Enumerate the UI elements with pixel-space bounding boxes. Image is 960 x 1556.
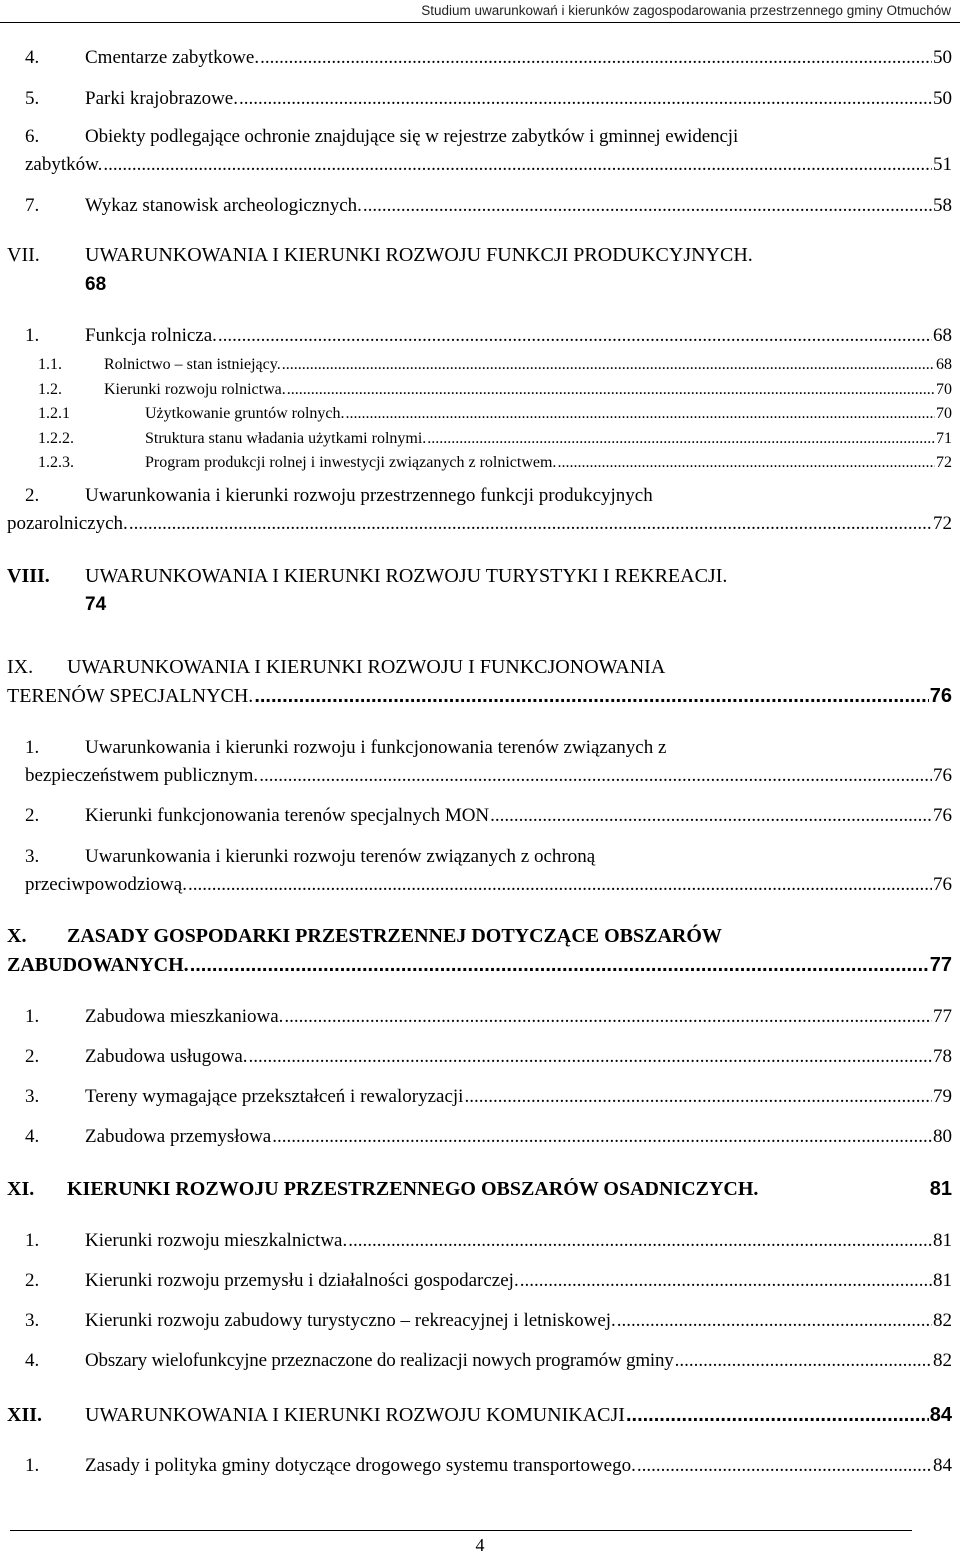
toc-number: 7. — [25, 195, 40, 216]
toc-leader — [287, 381, 935, 399]
toc-number: 1. — [25, 1006, 40, 1027]
toc-number: 1. — [25, 1230, 40, 1251]
toc-entry[interactable] — [25, 154, 952, 176]
toc-page: 68 — [936, 356, 952, 373]
toc-chapter-number: X. — [7, 925, 27, 947]
toc-page: 81 — [929, 1178, 952, 1200]
toc-entry[interactable] — [7, 954, 952, 977]
toc-number: 1.2. — [38, 381, 62, 398]
toc-entry[interactable] — [145, 430, 952, 448]
toc-page: 68 — [933, 325, 952, 346]
toc-number: 1. — [25, 325, 40, 346]
toc-title[interactable]: Uwarunkowania i kierunki rozwoju terenów związanych z ochroną — [85, 846, 596, 867]
toc-number: 1.2.2. — [38, 430, 74, 447]
toc-number: 2. — [25, 1046, 40, 1067]
toc-page: 58 — [933, 195, 952, 216]
toc-title: Kierunki funkcjonowania terenów specjalnych MON — [85, 805, 490, 826]
toc-page: 72 — [933, 513, 952, 534]
toc-leader — [254, 685, 928, 708]
toc-leader — [617, 1310, 932, 1332]
toc-leader — [427, 430, 935, 448]
toc-entry[interactable] — [85, 1404, 952, 1427]
toc-chapter-title[interactable]: UWARUNKOWANIA I KIERUNKI ROZWOJU FUNKCJI PRODUKCYJNYCH. — [85, 244, 753, 266]
toc-chapter-number: XI. — [7, 1178, 35, 1200]
toc-title: Program produkcji rolnej i inwestycji związanych z rolnictwem. — [145, 454, 557, 471]
toc-title[interactable]: Obiekty podlegające ochronie znajdujące się w rejestrze zabytków i gminnej ewidencji — [85, 126, 739, 147]
toc-entry[interactable] — [85, 1126, 952, 1148]
toc-chapter-title: UWARUNKOWANIA I KIERUNKI ROZWOJU KOMUNIKACJI — [85, 1404, 625, 1426]
toc-leader — [103, 154, 932, 176]
toc-page: 76 — [933, 765, 952, 786]
page-number: 4 — [475, 1535, 485, 1555]
toc-title: Rolnictwo – stan istniejący. — [104, 356, 281, 373]
toc-page: 70 — [936, 405, 952, 422]
toc-entry[interactable] — [85, 195, 952, 217]
toc-page: 81 — [933, 1230, 952, 1251]
toc-page: 82 — [933, 1310, 952, 1331]
toc-number: 6. — [25, 126, 40, 147]
toc-leader — [190, 954, 929, 977]
toc-leader — [520, 1270, 932, 1292]
toc-title: Zasady i polityka gminy dotyczące drogowego systemu transportowego. — [85, 1455, 636, 1476]
toc-page: 51 — [933, 154, 952, 175]
toc-number: 1. — [25, 1455, 40, 1476]
toc-number: 1.1. — [38, 356, 62, 373]
toc-entry[interactable] — [7, 513, 952, 535]
toc-title: Tereny wymagające przekształceń i rewaloryzacji — [85, 1086, 464, 1107]
toc-title-cont: ZABUDOWANYCH. — [7, 954, 189, 976]
toc-entry[interactable] — [67, 1178, 952, 1201]
toc-title: Zabudowa mieszkaniowa. — [85, 1006, 284, 1027]
toc-entry[interactable] — [85, 1310, 952, 1332]
toc-chapter-page: 68 — [85, 274, 107, 295]
toc-number: 4. — [25, 1350, 40, 1371]
toc-leader — [218, 325, 932, 347]
toc-page: 77 — [933, 1006, 952, 1027]
toc-number: 3. — [25, 846, 40, 867]
toc-page: 79 — [933, 1086, 952, 1107]
toc-number: 2. — [25, 1270, 40, 1291]
toc-title: Kierunki rozwoju zabudowy turystyczno – rekreacyjnej i letniskowej. — [85, 1310, 616, 1331]
toc-leader — [272, 1126, 932, 1148]
toc-page: 84 — [933, 1455, 952, 1476]
toc-page: 76 — [933, 874, 952, 895]
toc-number: 5. — [25, 88, 40, 109]
toc-page: 82 — [933, 1350, 952, 1371]
toc-title: Cmentarze zabytkowe. — [85, 47, 260, 68]
toc-leader — [675, 1350, 932, 1372]
toc-leader — [284, 1006, 932, 1028]
toc-chapter-number: IX. — [7, 656, 34, 678]
toc-title: Zabudowa usługowa. — [85, 1046, 248, 1067]
toc-entry[interactable] — [145, 454, 952, 472]
toc-entry[interactable] — [85, 805, 952, 827]
header-rule — [0, 22, 960, 23]
footer-rule — [10, 1530, 912, 1531]
toc-page: 80 — [933, 1126, 952, 1147]
toc-chapter-title[interactable]: ZASADY GOSPODARKI PRZESTRZENNEJ DOTYCZĄCE OBSZARÓW — [67, 925, 722, 947]
toc-title-cont: pozarolniczych. — [7, 513, 128, 534]
toc-entry[interactable] — [25, 874, 952, 896]
toc-number: 1.2.3. — [38, 454, 74, 471]
toc-entry[interactable] — [145, 405, 952, 423]
toc-number: 3. — [25, 1310, 40, 1331]
toc-chapter-page: 74 — [85, 594, 107, 615]
toc-number: 1. — [25, 737, 40, 758]
toc-title: Wykaz stanowisk archeologicznych. — [85, 195, 362, 216]
toc-chapter-number: XII. — [7, 1404, 43, 1426]
toc-entry[interactable] — [85, 47, 952, 69]
toc-entry[interactable] — [85, 1270, 952, 1292]
toc-title: Użytkowanie gruntów rolnych. — [145, 405, 345, 422]
toc-leader — [490, 805, 932, 827]
toc-title: Kierunki rozwoju przemysłu i działalności gospodarczej. — [85, 1270, 519, 1291]
toc-leader — [363, 195, 932, 217]
toc-chapter-title[interactable]: UWARUNKOWANIA I KIERUNKI ROZWOJU I FUNKCJONOWANIA — [67, 656, 666, 678]
toc-chapter-title: KIERUNKI ROZWOJU PRZESTRZENNEGO OBSZARÓW OSADNICZYCH. — [67, 1178, 759, 1200]
toc-page: 70 — [936, 381, 952, 398]
toc-title: Parki krajobrazowe. — [85, 88, 238, 109]
toc-title-cont: przeciwpowodziową. — [25, 874, 187, 895]
toc-entry[interactable] — [7, 685, 952, 708]
toc-entry[interactable] — [85, 1046, 952, 1068]
toc-number: 2. — [25, 805, 40, 826]
toc-leader — [626, 1404, 929, 1427]
toc-number: 2. — [25, 485, 40, 506]
toc-title[interactable]: Uwarunkowania i kierunki rozwoju i funkcjonowania terenów związanych z — [85, 737, 667, 758]
toc-number: 3. — [25, 1086, 40, 1107]
toc-entry[interactable] — [25, 765, 952, 787]
toc-title: Struktura stanu władania użytkami rolnymi. — [145, 430, 427, 447]
toc-page: 78 — [933, 1046, 952, 1067]
toc-page: 50 — [933, 47, 952, 68]
toc-page: 71 — [936, 430, 952, 447]
toc-title[interactable]: Uwarunkowania i kierunki rozwoju przestrzennego funkcji produkcyjnych — [85, 485, 653, 506]
toc-page: 50 — [933, 88, 952, 109]
toc-leader — [557, 454, 935, 472]
toc-leader — [260, 47, 932, 69]
toc-title-cont: zabytków. — [25, 154, 103, 175]
toc-leader — [239, 88, 932, 110]
toc-chapter-title[interactable]: UWARUNKOWANIA I KIERUNKI ROZWOJU TURYSTYKI I REKREACJI. — [85, 565, 728, 587]
toc-title: Funkcja rolnicza. — [85, 325, 217, 346]
toc-entry[interactable] — [85, 325, 952, 347]
toc-leader — [346, 405, 935, 423]
toc-leader — [464, 1086, 932, 1108]
toc-page: 84 — [929, 1404, 952, 1426]
toc-title: Zabudowa przemysłowa — [85, 1126, 272, 1147]
toc-entry[interactable] — [104, 381, 952, 399]
toc-entry[interactable] — [85, 88, 952, 110]
toc-entry[interactable] — [85, 1086, 952, 1108]
toc-title: Kierunki rozwoju rolnictwa. — [104, 381, 286, 398]
toc-number: 1.2.1 — [38, 405, 70, 422]
toc-entry[interactable] — [85, 1455, 952, 1477]
toc-leader — [259, 765, 932, 787]
toc-page: 72 — [936, 454, 952, 471]
toc-title-cont: bezpieczeństwem publicznym. — [25, 765, 259, 786]
toc-chapter-number: VIII. — [7, 565, 50, 587]
toc-entry[interactable] — [85, 1350, 952, 1372]
toc-leader — [249, 1046, 932, 1068]
toc-leader — [348, 1230, 932, 1252]
toc-title: Kierunki rozwoju mieszkalnictwa. — [85, 1230, 348, 1251]
toc-leader — [188, 874, 932, 896]
toc-entry[interactable] — [85, 1006, 952, 1028]
toc-title-cont: TERENÓW SPECJALNYCH. — [7, 685, 254, 707]
toc-leader — [282, 356, 935, 374]
running-header: Studium uwarunkowań i kierunków zagospodarowania przestrzennego gminy Otmuchów — [421, 3, 951, 18]
toc-number: 4. — [25, 1126, 40, 1147]
toc-leader — [129, 513, 932, 535]
toc-page: 76 — [933, 805, 952, 826]
toc-entry[interactable] — [104, 356, 952, 374]
toc-entry[interactable] — [85, 1230, 952, 1252]
toc-page: 77 — [929, 954, 952, 976]
toc-page: 76 — [929, 685, 952, 707]
toc-leader — [637, 1455, 932, 1477]
toc-page: 81 — [933, 1270, 952, 1291]
toc-number: 4. — [25, 47, 40, 68]
toc-chapter-number: VII. — [7, 244, 40, 266]
toc-title: Obszary wielofunkcyjne przeznaczone do realizacji nowych programów gminy — [85, 1350, 674, 1371]
